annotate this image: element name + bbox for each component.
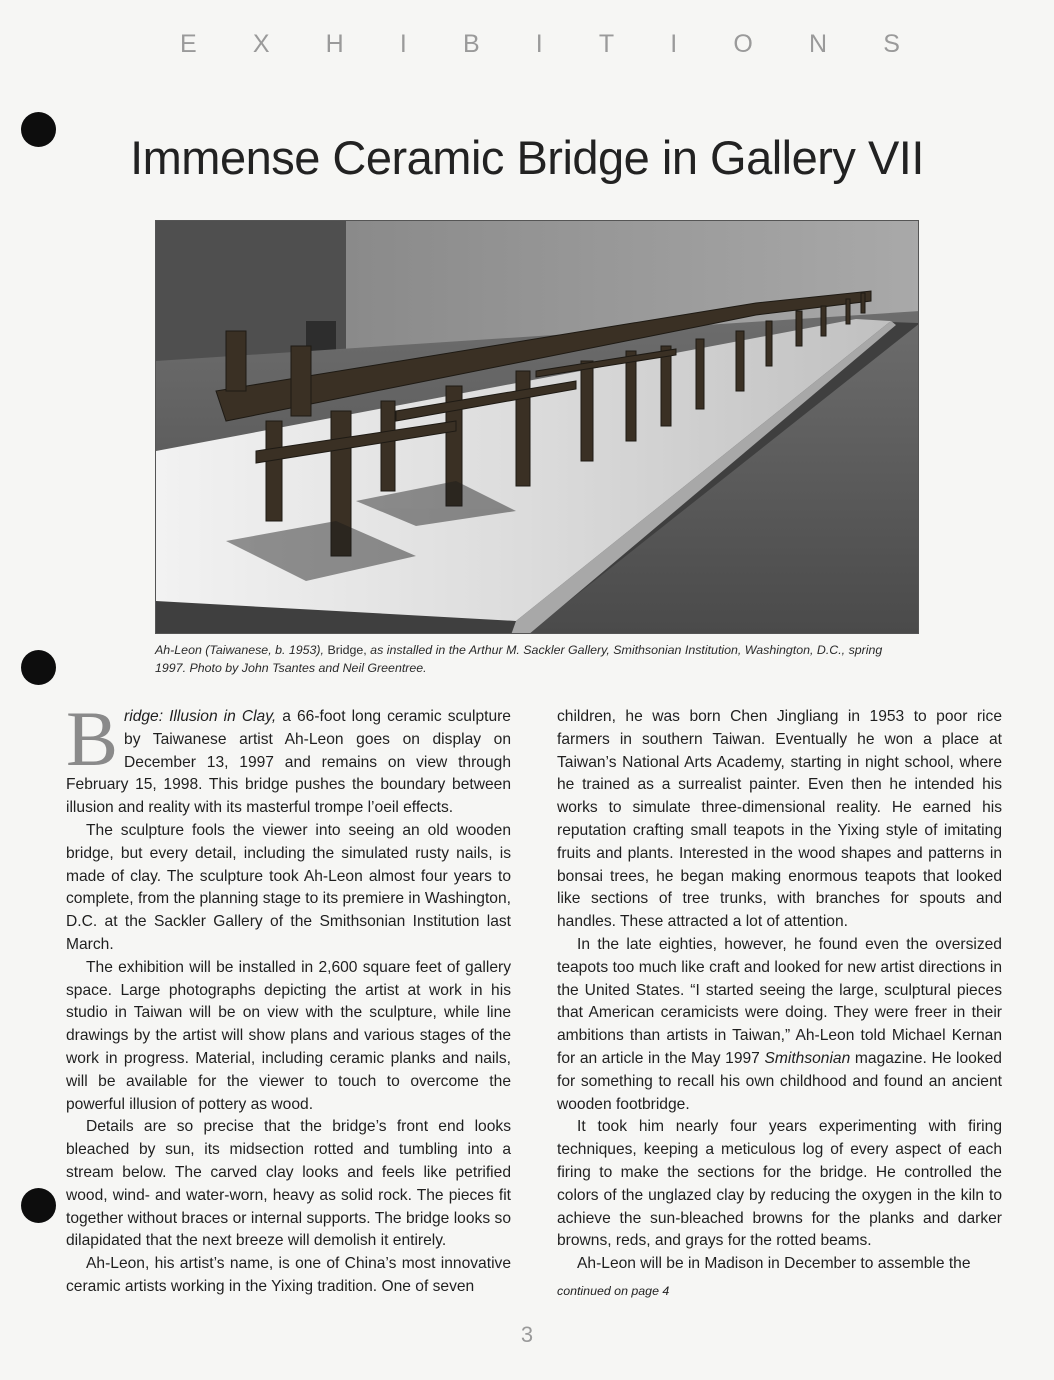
article-paragraph — [66, 695, 511, 820]
caption-work: Bridge, — [327, 643, 367, 657]
photo-caption — [155, 641, 885, 677]
page-number: 3 — [520, 1322, 534, 1347]
header-letter: N — [808, 30, 828, 58]
article-paragraph — [557, 934, 1002, 1116]
binder-hole — [21, 1188, 56, 1223]
magazine-title: Smithsonian — [764, 1049, 851, 1067]
header-letter: B — [462, 30, 480, 58]
page-title: Immense Ceramic Bridge in Gallery VII — [130, 131, 924, 184]
article-paragraph: Ah-Leon, his artist’s name, is one of China’s most innovative ceramic artists working in the Yixing tradition. One of seven — [66, 1255, 511, 1295]
header-letter: E — [180, 30, 197, 58]
caption-artist: Ah-Leon (Taiwanese, b. 1953), — [155, 643, 324, 657]
exhibition-title: ridge: Illusion in Clay, — [124, 708, 277, 725]
article-paragraph: Details are so precise that the bridge’s front end looks bleached by sun, its midsection rotted and tumbling into a stream below. The carved clay looks and feels like petrified wood, wind- and water-worn, heavy as solid rock. The pieces fit together without braces or internal supports. The bridge looks so dilapidated that the next breeze will demolish it entirely. — [66, 1118, 511, 1250]
header-letter: I — [670, 30, 678, 58]
header-letter: S — [883, 30, 900, 58]
article-paragraph: The sculpture fools the viewer into seeing an old wooden bridge, but every detail, including the simulated rusty nails, is made of clay. The sculpture took Ah-Leon almost four years to complete, from the planning stage to its premiere in Washington, D.C. at the Sackler Gallery of the Smithsonian Institution last March. — [66, 821, 511, 953]
header-letter: T — [598, 30, 615, 58]
article-column-right — [557, 706, 1002, 1303]
article-paragraph: The exhibition will be installed in 2,600 square feet of gallery space. Large photographs depicting the artist at work in his studio in Taiwan will be on view with the sculpture, while line drawings by the artist will show plans and various stages of the work in progress. Material, including ceramic planks and nails, will be available for the viewer to touch to overcome the powerful illusion of pottery as wood. — [66, 958, 511, 1113]
paragraph-text: magazine. He looked for something to recall his own childhood and found an ancient wooden footbridge. — [557, 1049, 1002, 1113]
article-paragraph: children, he was born Chen Jingliang in 1953 to poor rice farmers in southern Taiwan. Eventually he won a place at Taiwan’s National Arts Academy, starting in night school, where he trained as a surrealist painter. Even then he intended his works to simulate three-dimensional reality. He earned his reputation crafting small teapots in the Yixing style of imitating fruits and plants. Interested in the wood shapes and patterns in bonsai trees, he began making enormous teapots that looked like sections of tree trunks, with branches for spouts and handles. These attracted a lot of attention. — [557, 708, 1002, 931]
header-letter: H — [325, 30, 344, 58]
continued-note: continued on page 4 — [557, 1283, 670, 1298]
header-letter: I — [399, 30, 407, 58]
drop-cap: B — [66, 695, 119, 782]
bridge-photo — [155, 220, 919, 634]
paragraph-text: In the late eighties, however, he found even the oversized teapots too much like craft and looked for new artist directions in the United States. “I started seeing the large, sculptural pieces that American ceramicists were doing. They were freer in their ambitions than artists in Taiwan,” Ah-Leon told Michael Kernan for an article in the May 1997 — [557, 935, 1002, 1067]
section-header — [180, 30, 900, 59]
header-letter: X — [252, 30, 270, 58]
binder-hole — [21, 650, 56, 685]
article-column-left — [66, 695, 511, 1299]
paragraph-text: a 66-foot long ceramic sculpture by Taiwanese artist Ah-Leon goes on display on December 13, 1997 and remains on view through February 15, 1998. This bridge pushes the boundary between illusion and reality with its masterful trompe l’oeil effects. — [66, 708, 511, 817]
article-paragraph: It took him nearly four years experimenting with firing techniques, keeping a meticulous log of every aspect of each firing to make the sections for the bridge. He controlled the colors of the unglazed clay by reducing the oxygen in the kiln to achieve the sun-bleached browns for the planks and darker browns, reds, and grays for the rotted beams. — [557, 1118, 1002, 1250]
header-letter: I — [535, 30, 543, 58]
caption-credit: as installed in the Arthur M. Sackler Gallery, Smithsonian Institution, Washington, D.C., spring 1997. Photo by John Tsantes and Neil Greentree. — [155, 643, 883, 675]
header-letter: O — [733, 30, 753, 58]
article-paragraph: Ah-Leon will be in Madison in December to assemble the — [577, 1255, 971, 1273]
bridge-illustration — [156, 221, 919, 634]
